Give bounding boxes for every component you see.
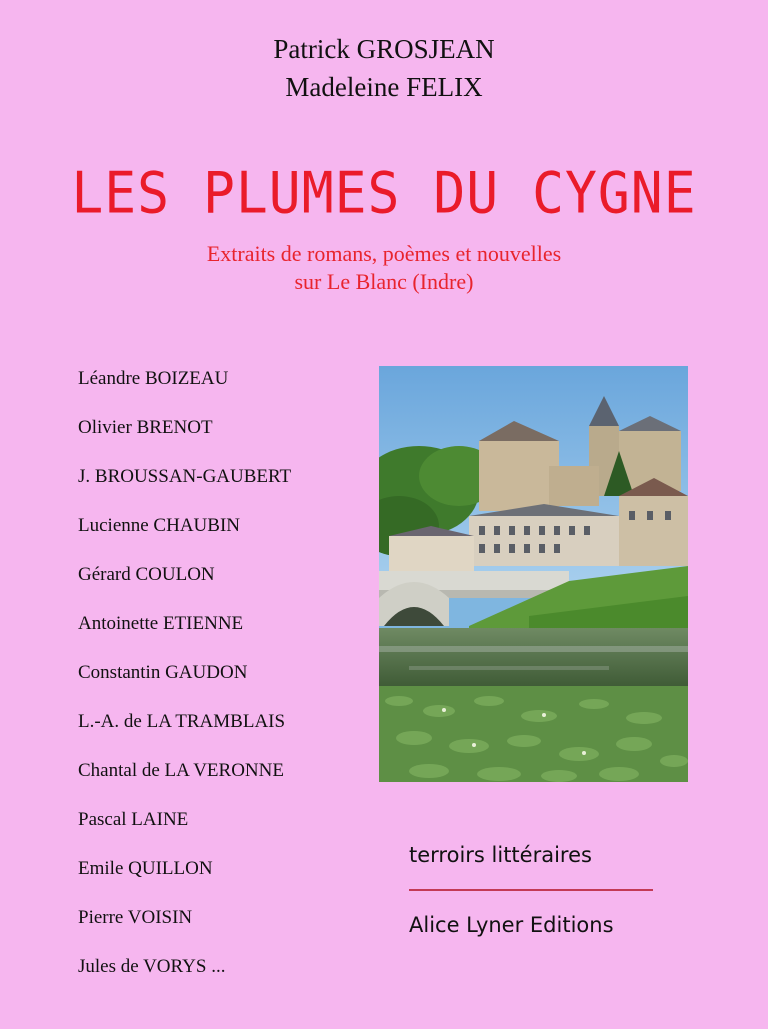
contributor-name: Léandre BOIZEAU [78,368,229,389]
contributor-name: Chantal de LA VERONNE [78,760,284,781]
contributor-name: Olivier BRENOT [78,417,213,438]
subtitle-line: Extraits de romans, poèmes et nouvelles [206,241,562,266]
book-title: LES PLUMES DU CYGNE [71,160,697,227]
contributor-name: Pierre VOISIN [78,907,193,928]
publisher-name: Alice Lyner Editions [409,913,614,937]
contributor-name: Lucienne CHAUBIN [78,515,240,536]
contributor-name: Jules de VORYS ... [78,956,226,977]
cover-photo [379,366,688,782]
contributor-name: L.-A. de LA TRAMBLAIS [78,711,286,732]
contributor-name: Antoinette ETIENNE [78,613,244,634]
contributors-list [78,354,291,991]
contributor-name: Pascal LAINE [78,809,189,830]
contributor-name: J. BROUSSAN-GAUBERT [78,466,292,487]
author-name: Patrick GROSJEAN [273,34,495,64]
subtitle-line: sur Le Blanc (Indre) [294,269,474,294]
town-river-illustration [379,366,688,782]
contributor-name: Emile QUILLON [78,858,213,879]
subtitle [0,240,768,296]
authors-block [0,30,768,106]
contributor-name: Gérard COULON [78,564,215,585]
contributor-name: Constantin GAUDON [78,662,248,683]
collection-name: terroirs littéraires [409,843,592,867]
divider-rule [409,889,653,891]
author-name: Madeleine FELIX [285,72,483,102]
